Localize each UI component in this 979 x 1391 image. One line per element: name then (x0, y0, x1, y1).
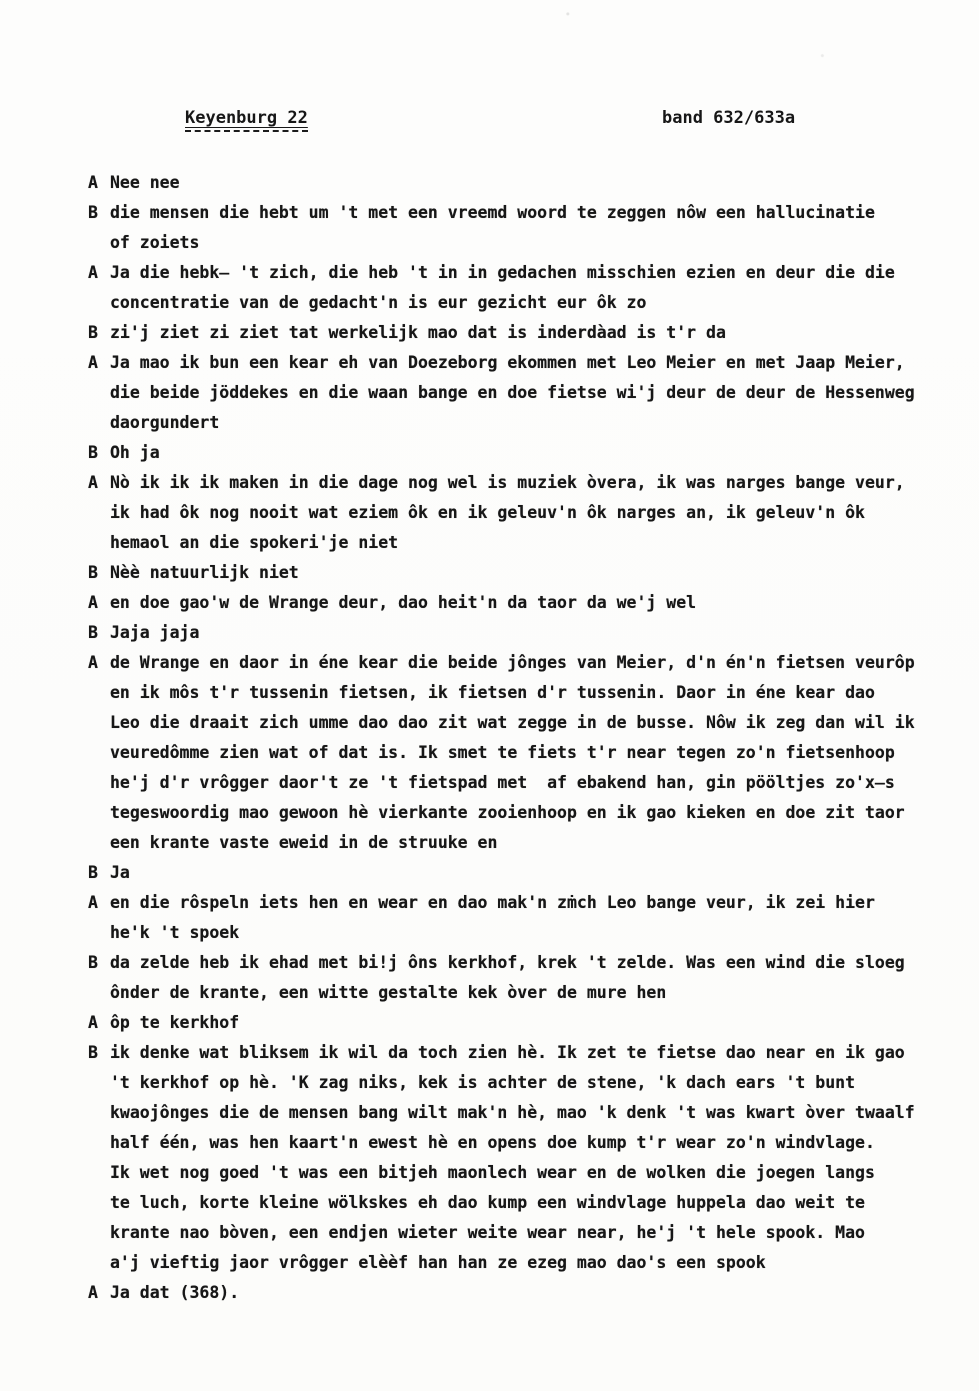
speaker-label: A (88, 173, 98, 192)
transcript-line: hemaol an die spokeri'je niet (110, 533, 399, 552)
transcript-line: ônder de krante, een witte gestalte kek òver de mure hen (110, 983, 667, 1002)
speech-block (88, 618, 968, 648)
transcript-line: Ja mao ik bun een kear eh van Doezeborg ekommen met Leo Meier en met Jaap Meier, (110, 353, 905, 372)
transcript-line: Ja dat (368). (110, 1283, 240, 1302)
transcript-line: Nee nee (110, 173, 180, 192)
speaker-label: B (88, 863, 98, 882)
speech-block (88, 198, 968, 258)
transcript-line: veuredômme zien wat of dat is. Ik smet te fiets t'r near tegen zo'n fietsenhoop (110, 743, 895, 762)
speaker-label: A (88, 593, 98, 612)
speech-block (88, 468, 968, 558)
speech-block (88, 168, 968, 198)
speech-block (88, 318, 968, 348)
transcript-line: Ik wet nog goed 't was een bitjeh maonlech wear en de wolken die joegen langs (110, 1163, 875, 1182)
document-title: Keyenburg 22 (185, 108, 308, 132)
transcript-line: a'j vieftig jaor vrôgger elèèf han han ze ezeg mao dao's een spook (110, 1253, 766, 1272)
transcript-line: en doe gao'w de Wrange deur, dao heit'n da taor da we'j wel (110, 593, 697, 612)
transcript-line: 't kerkhof op hè. 'K zag niks, kek is achter de stene, 'k dach ears 't bunt (110, 1073, 856, 1092)
speaker-label: B (88, 1043, 98, 1062)
transcript-line: concentratie van de gedacht'n is eur gezicht eur ôk zo (110, 293, 647, 312)
transcript-line: he'k 't spoek (110, 923, 240, 942)
transcript-line: of zoiets (110, 233, 200, 252)
transcript-line: die mensen die hebt um 't met een vreemd woord te zeggen nôw een hallucinatie (110, 203, 875, 222)
speech-block (88, 348, 968, 438)
speech-block (88, 1038, 968, 1278)
transcript-line: da zelde heb ik ehad met bi!j ôns kerkhof, krek 't zelde. Was een wind die sloeg (110, 953, 905, 972)
speech-block (88, 888, 968, 948)
speaker-label: B (88, 323, 98, 342)
speaker-label: A (88, 1283, 98, 1302)
transcript-line: ik had ôk nog nooit wat eziem ôk en ik geleuv'n ôk narges an, ik geleuv'n ôk (110, 503, 865, 522)
speaker-label: B (88, 623, 98, 642)
transcript-line: Nò ik ik ik maken in die dage nog wel is muziek òvera, ik was narges bange veur, (110, 473, 905, 492)
transcript-line: een krante vaste eweid in de struuke en (110, 833, 498, 852)
speech-block (88, 948, 968, 1008)
transcript-line: daorgundert (110, 413, 220, 432)
transcript-line: Ja die hebk̶ 't zich, die heb 't in in gedachen misschien ezien en deur die die (110, 263, 895, 282)
transcript-line: Leo die draait zich umme dao dao zit wat zegge in de busse. Nôw ik zeg dan wil ik (110, 713, 915, 732)
speaker-label: A (88, 263, 98, 282)
speaker-label: A (88, 1013, 98, 1032)
transcript-line: he'j d'r vrôgger daor't ze 't fietspad met af ebakend han, gin pööltjes zo'x̶s (110, 773, 895, 792)
speech-block (88, 648, 968, 858)
transcript-line: kwaojônges die de mensen bang wilt mak'n hè, mao 'k denk 't was kwart òver twaalf (110, 1103, 915, 1122)
speaker-label: A (88, 653, 98, 672)
speaker-label: B (88, 953, 98, 972)
transcript-body (88, 168, 968, 1308)
transcript-line: en ik môs t'r tussenin fietsen, ik fietsen d'r tussenin. Daor in éne kear dao (110, 683, 875, 702)
transcript-line: Ja (110, 863, 130, 882)
transcript-line: ôp te kerkhof (110, 1013, 240, 1032)
transcript-line: tegeswoordig mao gewoon hè vierkante zooienhoop en ik gao kieken en doe zit taor (110, 803, 905, 822)
speech-block (88, 858, 968, 888)
speech-block (88, 258, 968, 318)
speaker-label: A (88, 893, 98, 912)
transcript-line: en die rôspeln iets hen en wear en dao mak'n zṁch Leo bange veur, ik zei hier (110, 893, 875, 912)
speech-block (88, 1008, 968, 1038)
transcript-line: ik denke wat bliksem ik wil da toch zien hè. Ik zet te fietse dao near en ik gao (110, 1043, 905, 1062)
transcript-line: Nèè natuurlijk niet (110, 563, 299, 582)
speaker-label: B (88, 563, 98, 582)
speaker-label: A (88, 353, 98, 372)
transcript-line: te luch, korte kleine wölkskes eh dao kump een windvlage huppela dao weit te (110, 1193, 865, 1212)
speech-block (88, 1278, 968, 1308)
tape-band-reference: band 632/633a (662, 108, 796, 128)
transcript-line: krante nao bòven, een endjen wieter weite wear near, he'j 't hele spook. Mao (110, 1223, 865, 1242)
transcript-line: de Wrange en daor in éne kear die beide jônges van Meier, d'n én'n fietsen veurôp (110, 653, 915, 672)
speech-block (88, 558, 968, 588)
transcript-line: Jaja jaja (110, 623, 200, 642)
speaker-label: A (88, 473, 98, 492)
transcript-line: die beide jöddekes en die waan bange en doe fietse wi'j deur de deur de Hessenweg (110, 383, 915, 402)
transcript-line: zi'j ziet zi ziet tat werkelijk mao dat is inderdàad is t'r da (110, 323, 726, 342)
speech-block (88, 438, 968, 468)
page-header (0, 108, 979, 138)
transcript-line: half één, was hen kaart'n ewest hè en opens doe kump t'r wear zo'n windvlage. (110, 1133, 875, 1152)
speaker-label: B (88, 203, 98, 222)
transcript-line: Oh ja (110, 443, 160, 462)
speaker-label: B (88, 443, 98, 462)
speech-block (88, 588, 968, 618)
